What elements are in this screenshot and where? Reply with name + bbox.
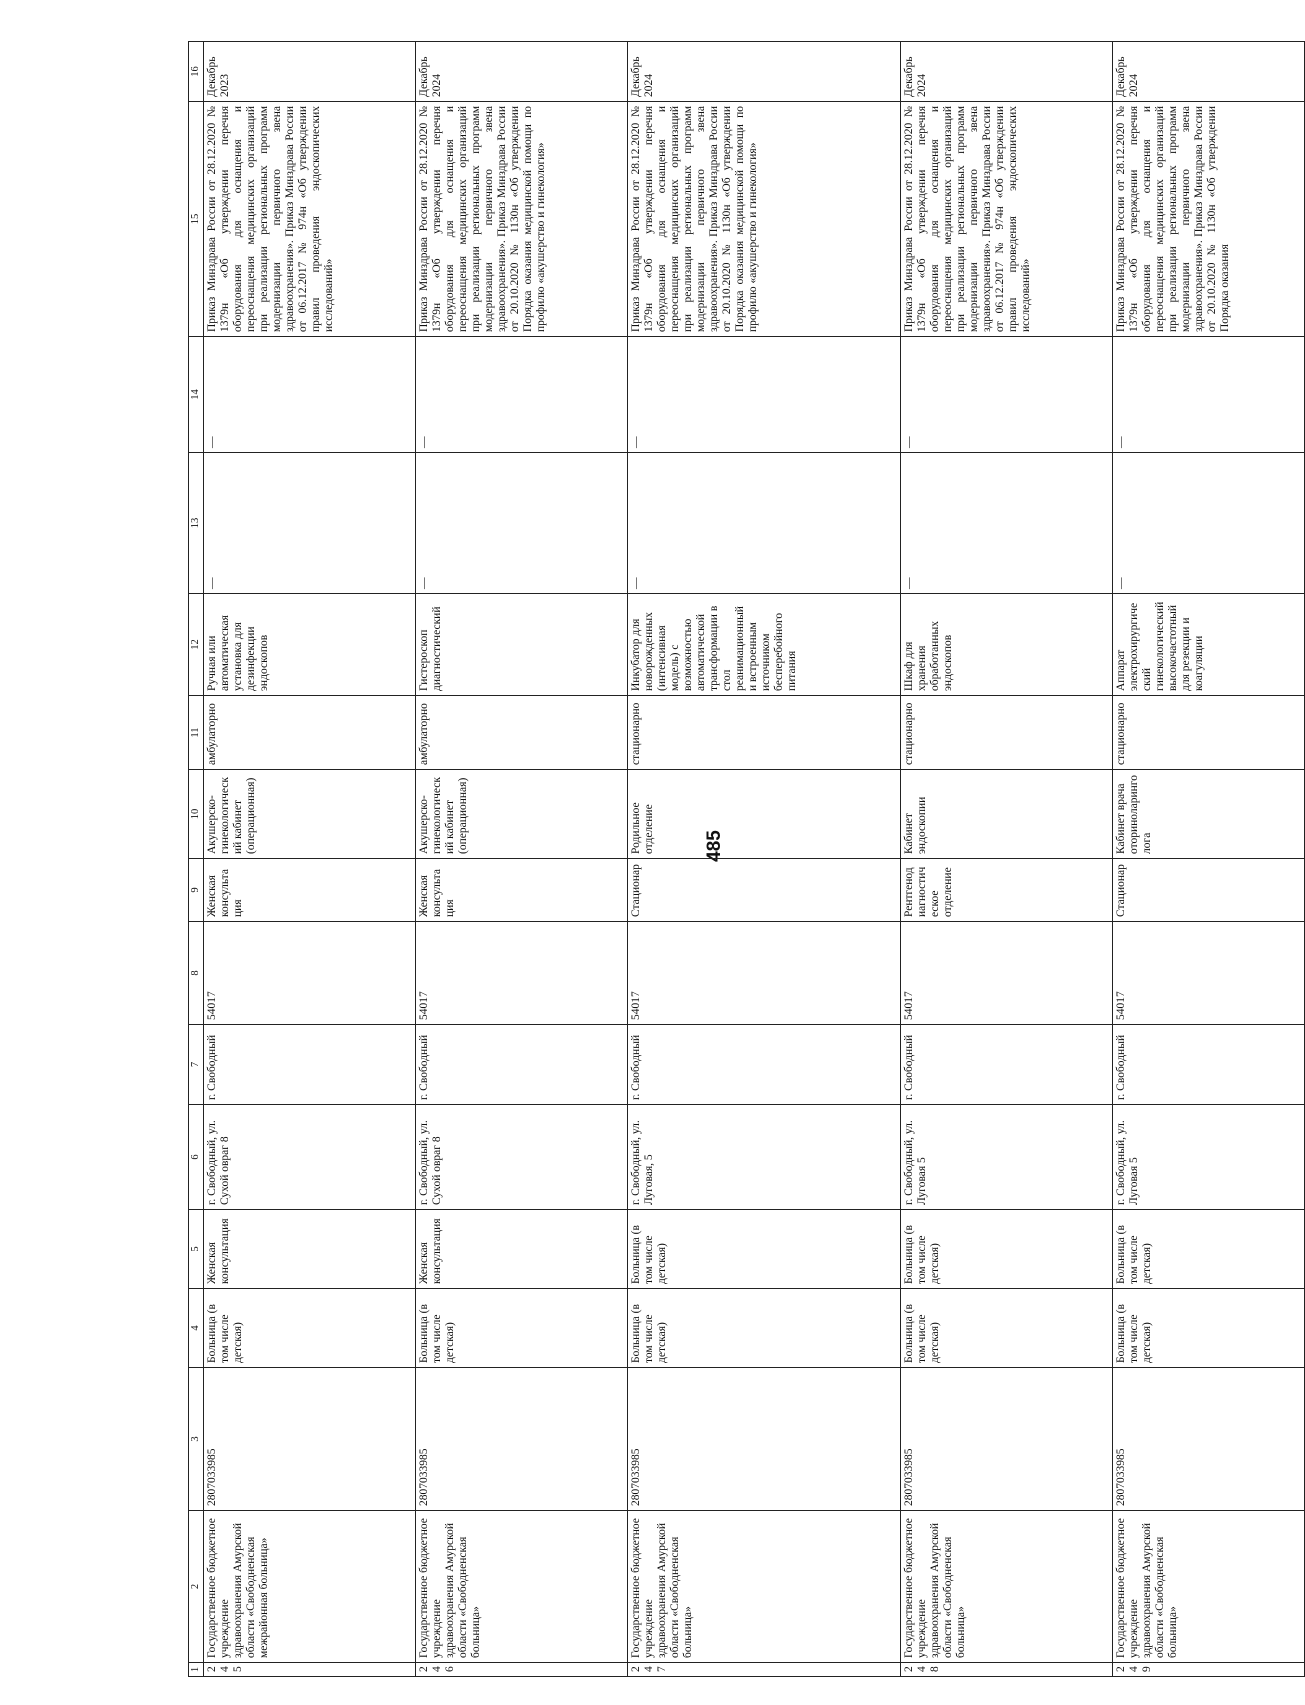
locality-code: 54017 [901, 922, 1113, 1025]
room: Родильное отделение [628, 770, 901, 859]
care-conditions: стационарно [901, 696, 1113, 770]
deadline: Декабрь 2023 [204, 42, 416, 102]
column-number: 2 [189, 1511, 204, 1663]
subdivision-type: Больница (в том числе детская) [628, 1210, 901, 1289]
table-row [1113, 42, 1305, 1677]
table-row [628, 42, 901, 1677]
table-row [901, 42, 1113, 1677]
inn: 2807033985 [416, 1368, 628, 1511]
row-number: 248 [901, 1663, 1113, 1677]
column-number: 12 [189, 594, 204, 696]
regulatory-basis: Приказ Минздрава России от 28.12.2020 № 1379н «Об утверждении перечня оборудования для оснащения и переоснащения медицинских организаций при реализации региональных программ модернизации первичного звена здравоохранения». Приказ Минздрава России от 20.10.2020 № 1130н «Об утверждении Порядка оказания [1113, 102, 1305, 337]
room: Кабинет эндоскопии [901, 770, 1113, 859]
locality: г. Свободный [204, 1025, 416, 1105]
department: Стационар [1113, 859, 1305, 922]
organization-name: Государственное бюджетное учреждение здравоохранения Амурской области «Свободненская больница» [416, 1511, 628, 1663]
organization-type: Больница (в том числе детская) [1113, 1289, 1305, 1368]
inn: 2807033985 [628, 1368, 901, 1511]
subdivision-type: Женская консультация [204, 1210, 416, 1289]
care-conditions: стационарно [1113, 696, 1305, 770]
inn: 2807033985 [204, 1368, 416, 1511]
organization-name: Государственное бюджетное учреждение здравоохранения Амурской области «Свободненская больница» [901, 1511, 1113, 1663]
department: Женская консультация [204, 859, 416, 922]
row-number: 247 [628, 1663, 901, 1677]
row-number: 249 [1113, 1663, 1305, 1677]
column-number: 15 [189, 102, 204, 337]
organization-type: Больница (в том числе детская) [416, 1289, 628, 1368]
row-number: 245 [204, 1663, 416, 1677]
column-13-value: — [204, 453, 416, 594]
room: Кабинет врача оториноларинголога [1113, 770, 1305, 859]
inn: 2807033985 [1113, 1368, 1305, 1511]
room: Акушерско-гинекологический кабинет (операционная) [416, 770, 628, 859]
subdivision-type: Женская консультация [416, 1210, 628, 1289]
equipment-name: Ручная или автоматическая установка для дезинфекции эндоскопов [204, 594, 416, 696]
subdivision-type: Больница (в том числе детская) [901, 1210, 1113, 1289]
column-number: 3 [189, 1368, 204, 1511]
deadline: Декабрь 2024 [1113, 42, 1305, 102]
locality: г. Свободный [1113, 1025, 1305, 1105]
column-number: 16 [189, 42, 204, 102]
deadline: Декабрь 2024 [416, 42, 628, 102]
column-number: 1 [189, 1663, 204, 1677]
address: г. Свободный, ул. Луговая 5 [901, 1105, 1113, 1210]
column-13-value: — [1113, 453, 1305, 594]
regulatory-basis: Приказ Минздрава России от 28.12.2020 № 1379н «Об утверждении перечня оборудования для оснащения и переоснащения медицинских организаций при реализации региональных программ модернизации первичного звена здравоохранения». Приказ Минздрава России от 20.10.2020 № 1130н «Об утверждении Порядка оказания медицинской помощи по профилю «акушерство и гинекология» [628, 102, 901, 337]
table-row [204, 42, 416, 1677]
column-number-row [189, 42, 204, 1677]
column-13-value: — [901, 453, 1113, 594]
locality: г. Свободный [628, 1025, 901, 1105]
address: г. Свободный, ул. Луговая, 5 [628, 1105, 901, 1210]
locality-code: 54017 [1113, 922, 1305, 1025]
regulatory-basis: Приказ Минздрава России от 28.12.2020 № 1379н «Об утверждении перечня оборудования для оснащения и переоснащения медицинских организаций при реализации региональных программ модернизации первичного звена здравоохранения». Приказ Минздрава России от 20.10.2020 № 1130н «Об утверждении Порядка оказания медицинской помощи по профилю «акушерство и гинекология» [416, 102, 628, 337]
equipment-table [188, 41, 1305, 1677]
rotated-table-container [188, 42, 1305, 1677]
department: Рентгенодиагностическое отделение [901, 859, 1113, 922]
column-number: 6 [189, 1105, 204, 1210]
column-number: 4 [189, 1289, 204, 1368]
department: Женская консультация [416, 859, 628, 922]
column-number: 11 [189, 696, 204, 770]
organization-name: Государственное бюджетное учреждение здравоохранения Амурской области «Свободненская межрайонная больница» [204, 1511, 416, 1663]
column-number: 9 [189, 859, 204, 922]
deadline: Декабрь 2024 [901, 42, 1113, 102]
column-number: 8 [189, 922, 204, 1025]
organization-name: Государственное бюджетное учреждение здравоохранения Амурской области «Свободненская больница» [1113, 1511, 1305, 1663]
column-number: 14 [189, 337, 204, 453]
column-number: 7 [189, 1025, 204, 1105]
column-14-value: — [416, 337, 628, 453]
address: г. Свободный, ул. Сухой овраг 8 [204, 1105, 416, 1210]
column-number: 5 [189, 1210, 204, 1289]
organization-type: Больница (в том числе детская) [204, 1289, 416, 1368]
column-13-value: — [628, 453, 901, 594]
regulatory-basis: Приказ Минздрава России от 28.12.2020 № 1379н «Об утверждении перечня оборудования для оснащения и переоснащения медицинских организаций при реализации региональных программ модернизации первичного звена здравоохранения». Приказ Минздрава России от 06.12.2017 № 974н «Об утверждении правил проведения эндоскопических исследований» [901, 102, 1113, 337]
inn: 2807033985 [901, 1368, 1113, 1511]
care-conditions: амбулаторно [204, 696, 416, 770]
care-conditions: стационарно [628, 696, 901, 770]
organization-type: Больница (в том числе детская) [628, 1289, 901, 1368]
locality-code: 54017 [628, 922, 901, 1025]
room: Акушерско-гинекологический кабинет (операционная) [204, 770, 416, 859]
deadline: Декабрь 2024 [628, 42, 901, 102]
column-14-value: — [204, 337, 416, 453]
column-14-value: — [628, 337, 901, 453]
address: г. Свободный, ул. Луговая 5 [1113, 1105, 1305, 1210]
care-conditions: амбулаторно [416, 696, 628, 770]
column-14-value: — [901, 337, 1113, 453]
locality-code: 54017 [204, 922, 416, 1025]
regulatory-basis: Приказ Минздрава России от 28.12.2020 № 1379н «Об утверждении перечня оборудования для оснащения и переоснащения медицинских организаций при реализации региональных программ модернизации первичного звена здравоохранения». Приказ Минздрава России от 06.12.2017 № 974н «Об утверждении правил проведения эндоскопических исследований» [204, 102, 416, 337]
locality-code: 54017 [416, 922, 628, 1025]
equipment-name: Аппарат электрохирургический гинекологический высокочастотный для резекции и коагуляции [1113, 594, 1305, 696]
equipment-name: Инкубатор для новорожденных (интенсивная модель) с возможностью автоматической трансформации в стол реанимационный и встроенным источником бесперебойного питания [628, 594, 901, 696]
locality: г. Свободный [901, 1025, 1113, 1105]
column-number: 10 [189, 770, 204, 859]
organization-type: Больница (в том числе детская) [901, 1289, 1113, 1368]
column-14-value: — [1113, 337, 1305, 453]
row-number: 246 [416, 1663, 628, 1677]
equipment-name: Шкаф для хранения обработанных эндоскопов [901, 594, 1113, 696]
table-row [416, 42, 628, 1677]
locality: г. Свободный [416, 1025, 628, 1105]
organization-name: Государственное бюджетное учреждение здравоохранения Амурской области «Свободненская больница» [628, 1511, 901, 1663]
page-number: 485 [704, 830, 725, 862]
department: Стационар [628, 859, 901, 922]
address: г. Свободный, ул. Сухой овраг 8 [416, 1105, 628, 1210]
column-13-value: — [416, 453, 628, 594]
subdivision-type: Больница (в том числе детская) [1113, 1210, 1305, 1289]
column-number: 13 [189, 453, 204, 594]
equipment-name: Гистероскоп диагностический [416, 594, 628, 696]
